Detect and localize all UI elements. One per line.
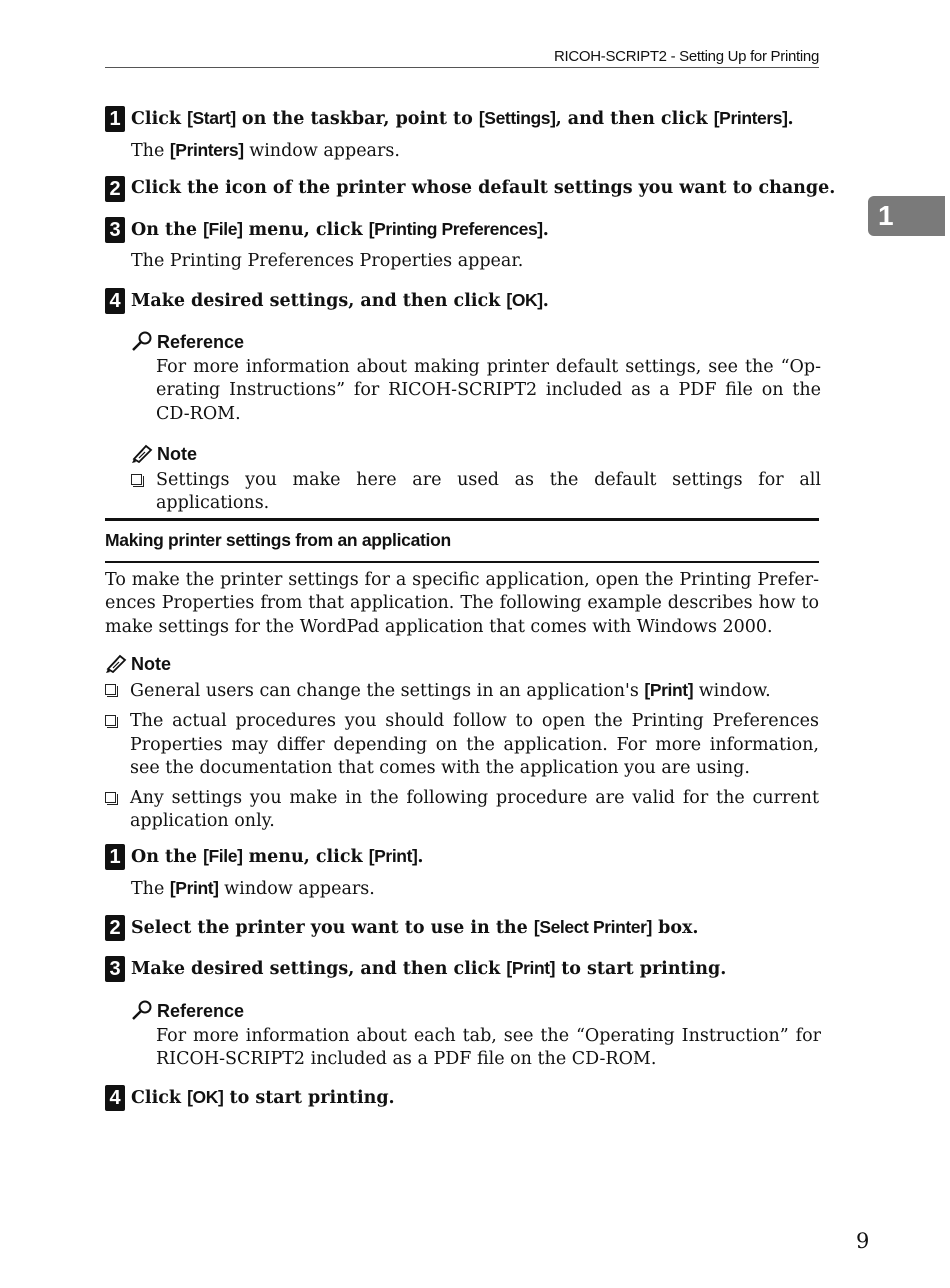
section-intro: To make the printer settings for a specific application, open the Printing Prefer- ences Properties from that application. The following example describes how to make settings for the WordPad application that comes with Windows 2000. (105, 570, 819, 637)
procedure1-step-2 (105, 176, 836, 200)
procedure1-step-4 (105, 288, 825, 313)
step-result: The [Print] window appears. (131, 878, 375, 899)
procedure2-step-1 (105, 844, 825, 901)
step-number-badge: 3 (105, 956, 125, 982)
magnifier-icon (131, 1000, 153, 1020)
step-number-badge: 3 (105, 217, 125, 243)
note-heading: Note (105, 652, 819, 676)
procedure1-step-1 (105, 106, 825, 163)
note-item: Any settings you make in the following procedure are valid for the current application only. (105, 787, 819, 834)
section-heading: Making printer settings from an application (105, 518, 819, 563)
reference-block-2 (131, 999, 821, 1072)
reference-text: For more information about each tab, see the “Operating Instruction” for RICOH-SCRIPT2 included as a PDF file on the CD-ROM. (156, 1026, 821, 1070)
step-number-badge: 2 (105, 176, 125, 202)
step-number-badge: 4 (105, 1085, 125, 1111)
running-header: RICOH-SCRIPT2 - Setting Up for Printing (105, 48, 819, 68)
step-instruction: Click the icon of the printer whose default settings you want to change. (131, 178, 836, 198)
step-number-badge: 4 (105, 288, 125, 314)
step-number-badge: 1 (105, 106, 125, 132)
step-number-badge: 2 (105, 915, 125, 941)
step-instruction: Click [Start] on the taskbar, point to [Settings], and then click [Printers]. (131, 108, 794, 129)
procedure2-step-4 (105, 1085, 825, 1110)
procedure1-step-3 (105, 217, 825, 273)
checkbox-bullet-icon (131, 474, 142, 485)
page-number: 9 (856, 1229, 870, 1253)
note-item: The actual procedures you should follow to open the Printing Preferences Properties may differ depending on the application. For more information, see the documentation that comes with the application you are using. (105, 710, 819, 780)
step-result: The [Printers] window appears. (131, 140, 400, 161)
step-instruction: Click [OK] to start printing. (131, 1087, 395, 1108)
checkbox-bullet-icon (105, 715, 116, 726)
reference-block (131, 330, 821, 426)
step-instruction: On the [File] menu, click [Printing Preferences]. (131, 219, 549, 240)
note-item: General users can change the settings in an application's [Print] window. (105, 679, 819, 703)
reference-heading: Reference (131, 999, 821, 1023)
note-item: Settings you make here are used as the default settings for all applications. (131, 469, 821, 516)
reference-heading: Reference (131, 330, 821, 354)
pencil-icon (105, 653, 127, 673)
checkbox-bullet-icon (105, 792, 116, 803)
procedure2-step-3 (105, 956, 825, 981)
note-block-2 (105, 652, 819, 834)
procedure2-step-2 (105, 915, 825, 940)
step-number-badge: 1 (105, 844, 125, 870)
reference-text: For more information about making printer default settings, see the “Op- erating Instructions” for RICOH-SCRIPT2 included as a PDF file on the CD-ROM. (156, 357, 821, 424)
checkbox-bullet-icon (105, 684, 116, 695)
step-result: The Printing Preferences Properties appear. (131, 251, 524, 271)
step-instruction: On the [File] menu, click [Print]. (131, 846, 424, 867)
chapter-tab: 1 (868, 196, 945, 236)
magnifier-icon (131, 331, 153, 351)
step-instruction: Select the printer you want to use in the [Select Printer] box. (131, 917, 699, 938)
step-instruction: Make desired settings, and then click [Print] to start printing. (131, 958, 727, 979)
pencil-icon (131, 443, 153, 463)
note-block (131, 442, 821, 516)
note-heading: Note (131, 442, 821, 466)
step-instruction: Make desired settings, and then click [OK]. (131, 290, 549, 311)
